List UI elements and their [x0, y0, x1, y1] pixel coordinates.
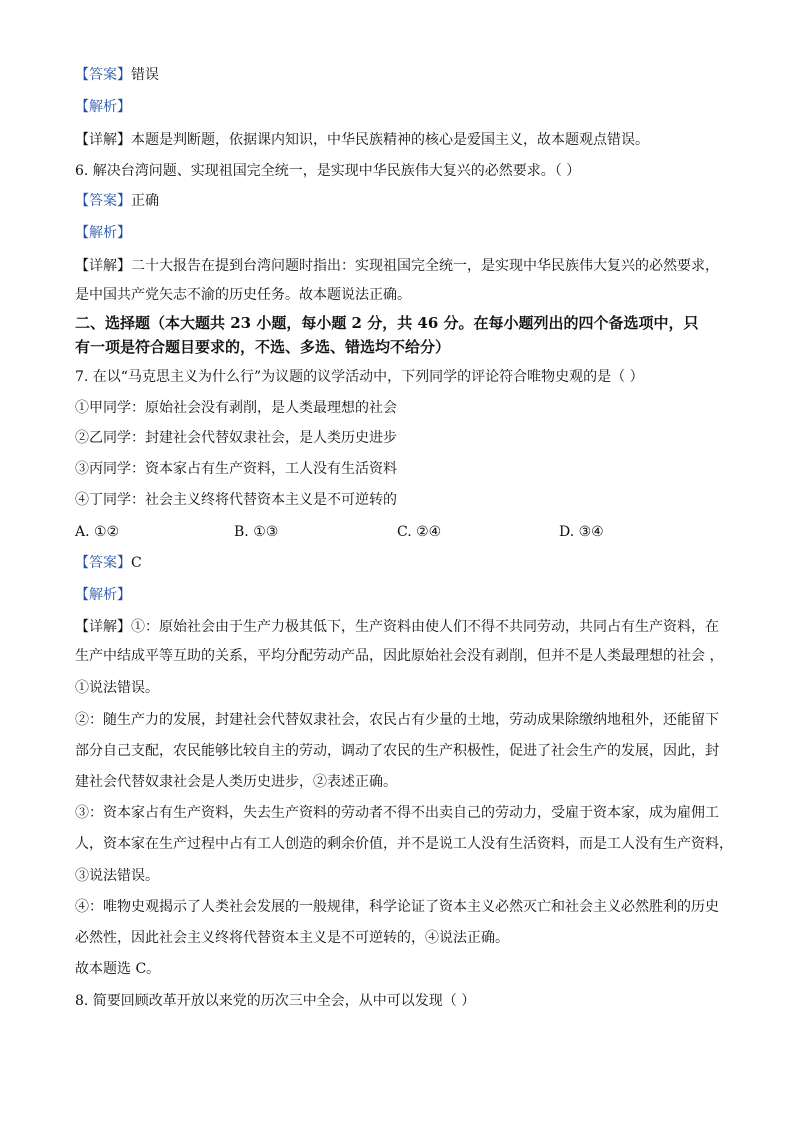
- q7-stem: 7. 在以“马克思主义为什么行”为议题的议学活动中，下列同学的评论符合唯物史观的是（ ）: [75, 369, 644, 385]
- q6-answer-line: [75, 191, 725, 211]
- q6-analysis-line: [75, 223, 725, 243]
- analysis-tag: 【解析】: [75, 225, 131, 241]
- q7-option-d: D. ③④: [559, 524, 604, 540]
- q7-detail-line-2: 生产中结成平等互助的关系，平均分配劳动产品，因此原始社会没有剥削，但并不是人类最理想的社会 ，: [75, 648, 724, 664]
- q7-item-3: ③丙同学：资本家占有生产资料，工人没有生活资料: [75, 461, 397, 477]
- q6-detail-1: 二十大报告在提到台湾问题时指出：实现祖国完全统一，是实现中华民族伟大复兴的必然要求，: [131, 258, 719, 274]
- q7-detail-line-3: ①说法错误。: [75, 680, 159, 696]
- q7-detail-line-1: [75, 617, 725, 637]
- section-heading-2: 有一项是符合题目要求的，不选、多选、错选均不给分）: [75, 338, 451, 356]
- q6-detail-line-1: [75, 256, 725, 276]
- analysis-tag: 【解析】: [75, 99, 131, 115]
- q7-item-2: ②乙同学：封建社会代替奴隶社会，是人类历史进步: [75, 430, 397, 446]
- q7-detail-line-4: ②：随生产力的发展，封建社会代替奴隶社会，农民占有少量的土地，劳动成果除缴纳地租外，还能留下: [75, 712, 719, 728]
- detail-tag: 【详解】: [75, 258, 131, 274]
- q6-detail-line-2: 是中国共产党矢志不渝的历史任务。故本题说法正确。: [75, 287, 411, 303]
- q7-detail-line-11: 必然性，因此社会主义终将代替资本主义是不可逆转的，④说法正确。: [75, 930, 509, 946]
- q8-stem: 8. 简要回顾改革开放以来党的历次三中全会，从中可以发现（ ）: [75, 993, 476, 1009]
- q7-detail-line-6: 建社会代替奴隶社会是人类历史进步，②表述正确。: [75, 774, 397, 790]
- q7-detail-line-7: ③：资本家占有生产资料，失去生产资料的劳动者不得不出卖自己的劳动力，受雇于资本家，成为雇佣工: [75, 805, 719, 821]
- q7-detail-1: ①：原始社会由于生产力极其低下，生产资料由使人们不得不共同劳动，共同占有生产资料，在: [131, 619, 719, 635]
- q7-option-b: B. ①③: [234, 524, 279, 540]
- q6-stem: 6. 解决台湾问题、实现祖国完全统一，是实现中华民族伟大复兴的必然要求。（ ）: [75, 163, 581, 179]
- answer-tag: 【答案】: [75, 67, 131, 83]
- q7-detail-line-8: 人，资本家在生产过程中占有工人创造的剩余价值，并不是说工人没有生活资料，而是工人没有生产资料，: [75, 836, 733, 852]
- answer-tag: 【答案】: [75, 193, 131, 209]
- q7-answer: C: [131, 555, 142, 571]
- q7-detail-line-5: 部分自己支配，农民能够比较自主的劳动，调动了农民的生产积极性，促进了社会生产的发展，因此，封: [75, 743, 719, 759]
- section-heading-1: 二、选择题（本大题共 23 小题，每小题 2 分，共 46 分。在每小题列出的四个备选项中，只: [75, 314, 699, 332]
- q6-answer: 正确: [131, 193, 159, 209]
- q5-detail-line: [75, 130, 725, 150]
- q7-detail-line-12: 故本题选 C。: [75, 961, 161, 977]
- detail-tag: 【详解】: [75, 619, 131, 635]
- answer-tag: 【答案】: [75, 555, 131, 571]
- q7-option-c: C. ②④: [397, 524, 442, 540]
- q5-detail: 本题是判断题，依据课内知识，中华民族精神的核心是爱国主义，故本题观点错误。: [131, 132, 649, 148]
- q7-option-a: A. ①②: [75, 524, 120, 540]
- q5-analysis-line: [75, 97, 725, 117]
- q7-item-4: ④丁同学：社会主义终将代替资本主义是不可逆转的: [75, 492, 397, 508]
- q7-analysis-line: [75, 585, 725, 605]
- q7-item-1: ①甲同学：原始社会没有剥削，是人类最理想的社会: [75, 400, 397, 416]
- q7-detail-line-10: ④：唯物史观揭示了人类社会发展的一般规律，科学论证了资本主义必然灭亡和社会主义必然胜利的历史: [75, 899, 719, 915]
- q5-answer-line: [75, 65, 725, 85]
- analysis-tag: 【解析】: [75, 587, 131, 603]
- q7-detail-line-9: ③说法错误。: [75, 868, 159, 884]
- q5-answer: 错误: [131, 67, 159, 83]
- q7-answer-line: [75, 553, 725, 573]
- detail-tag: 【详解】: [75, 132, 131, 148]
